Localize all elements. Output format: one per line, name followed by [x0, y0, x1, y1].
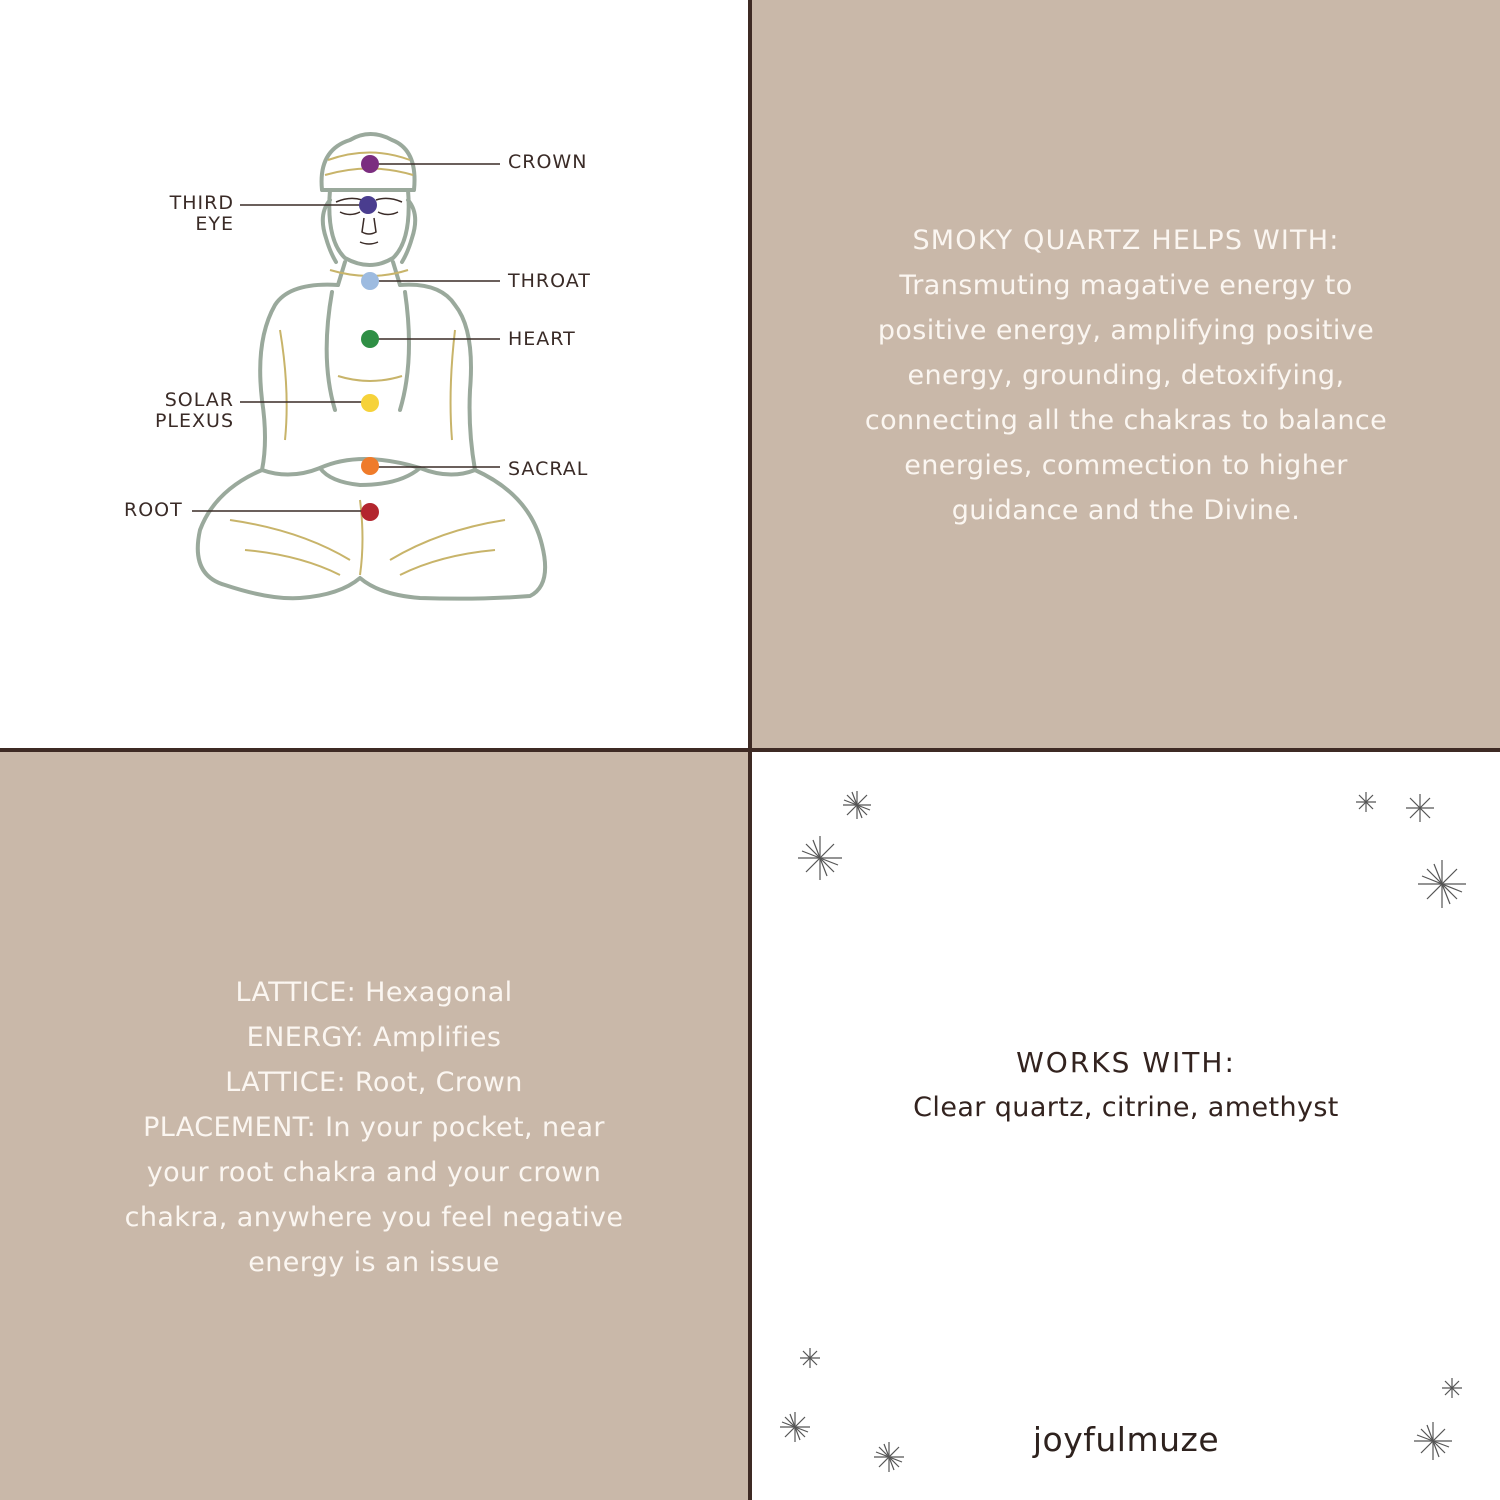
property-line: LATTICE: Root, Crown	[225, 1067, 523, 1098]
helps-heading: SMOKY QUARTZ HELPS WITH:	[912, 225, 1340, 256]
chakra-label-line: THIRD	[169, 192, 234, 214]
helps-line: energies, commection to higher	[904, 450, 1348, 481]
sparkle-star-icon	[840, 788, 874, 822]
chakra-dot-third-eye	[359, 196, 377, 214]
works-with-text: Clear quartz, citrine, amethyst	[913, 1092, 1339, 1123]
helps-line: Transmuting magative energy to	[899, 270, 1353, 301]
sparkle-star-icon	[1354, 790, 1378, 814]
properties-panel	[0, 752, 748, 1500]
chakra-label-sacral: SACRAL	[508, 458, 589, 480]
property-line: LATTICE: Hexagonal	[235, 977, 513, 1008]
properties-text	[0, 970, 748, 1285]
sparkle-star-icon	[796, 834, 844, 882]
chakra-dot-crown	[361, 155, 379, 173]
helps-line: energy, grounding, detoxifying,	[907, 360, 1345, 391]
works-with-heading: WORKS WITH:	[1016, 1046, 1236, 1079]
helps-line: connecting all the chakras to balance	[864, 405, 1388, 436]
helps-line: guidance and the Divine.	[951, 495, 1301, 526]
sparkle-star-icon	[1404, 792, 1436, 824]
helps-with-text	[752, 218, 1500, 533]
brand-logo: joyfulmuze	[1032, 1420, 1220, 1459]
chakra-dot-root	[361, 503, 379, 521]
chakra-dot-sacral	[361, 457, 379, 475]
chakra-label-heart: HEART	[508, 328, 576, 350]
property-line: chakra, anywhere you feel negative	[124, 1202, 624, 1233]
chakra-label-solar-plexus	[100, 390, 234, 432]
sparkle-star-icon	[798, 1346, 822, 1370]
property-line: energy is an issue	[248, 1247, 500, 1278]
chakra-dot-solar-plexus	[361, 394, 379, 412]
sparkle-star-icon	[1416, 858, 1468, 910]
property-line: your root chakra and your crown	[146, 1157, 602, 1188]
chakra-label-throat: THROAT	[508, 270, 591, 292]
meditating-buddha-icon	[0, 0, 748, 748]
chakra-label-crown: CROWN	[508, 151, 588, 173]
chakra-diagram-panel	[0, 0, 748, 748]
chakra-dot-heart	[361, 330, 379, 348]
helps-line: positive energy, amplifying positive	[877, 315, 1375, 346]
property-line: ENERGY: Amplifies	[246, 1022, 502, 1053]
chakra-label-line: SOLAR	[164, 389, 234, 411]
helps-with-panel	[752, 0, 1500, 748]
chakra-label-third-eye	[120, 193, 234, 235]
works-with-panel	[752, 752, 1500, 1500]
property-line: PLACEMENT: In your pocket, near	[143, 1112, 605, 1143]
sparkle-star-icon	[1440, 1376, 1464, 1400]
chakra-label-line: EYE	[195, 213, 234, 235]
chakra-label-root: ROOT	[124, 499, 183, 521]
chakra-dot-throat	[361, 272, 379, 290]
chakra-label-line: PLEXUS	[154, 410, 234, 432]
